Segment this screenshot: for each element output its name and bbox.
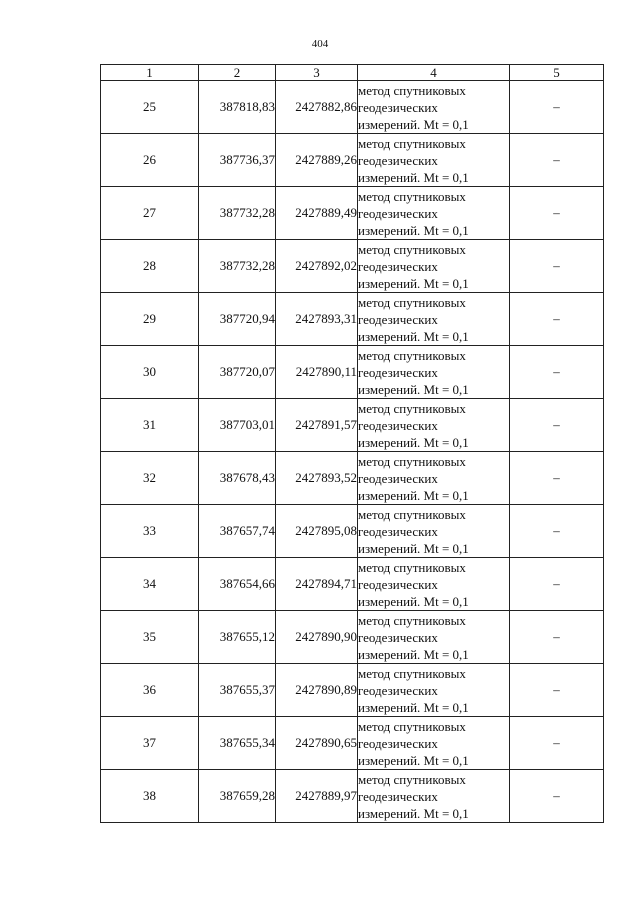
coordinate-x: 387655,37 — [199, 664, 276, 717]
note-cell: – — [510, 187, 604, 240]
coordinate-x: 387655,34 — [199, 717, 276, 770]
method-line-2: геодезических — [358, 311, 438, 327]
coordinate-x: 387655,12 — [199, 611, 276, 664]
coordinate-y: 2427882,86 — [276, 81, 358, 134]
method-line-3: измерений. Mt = 0,1 — [358, 699, 469, 715]
method-cell — [358, 558, 510, 611]
column-header-5: 5 — [510, 65, 604, 81]
note-cell: – — [510, 346, 604, 399]
table-row — [101, 505, 604, 558]
method-line-1: метод спутниковых — [358, 241, 466, 257]
point-number: 29 — [101, 293, 199, 346]
table-row — [101, 717, 604, 770]
coordinate-x: 387818,83 — [199, 81, 276, 134]
method-cell — [358, 664, 510, 717]
point-number: 31 — [101, 399, 199, 452]
method-line-2: геодезических — [358, 735, 438, 751]
method-line-2: геодезических — [358, 364, 438, 380]
method-line-2: геодезических — [358, 788, 438, 804]
note-cell: – — [510, 81, 604, 134]
coordinate-x: 387720,07 — [199, 346, 276, 399]
note-cell: – — [510, 611, 604, 664]
column-header-1: 1 — [101, 65, 199, 81]
header-row — [101, 65, 604, 81]
table-row — [101, 664, 604, 717]
method-line-1: метод спутниковых — [358, 294, 466, 310]
coordinate-x: 387654,66 — [199, 558, 276, 611]
method-line-3: измерений. Mt = 0,1 — [358, 381, 469, 397]
method-line-2: геодезических — [358, 523, 438, 539]
point-number: 26 — [101, 134, 199, 187]
point-number: 37 — [101, 717, 199, 770]
method-line-3: измерений. Mt = 0,1 — [358, 275, 469, 291]
method-line-2: геодезических — [358, 258, 438, 274]
note-cell: – — [510, 240, 604, 293]
point-number: 27 — [101, 187, 199, 240]
table-row — [101, 611, 604, 664]
method-line-2: геодезических — [358, 152, 438, 168]
point-number: 28 — [101, 240, 199, 293]
method-cell — [358, 399, 510, 452]
coordinates-table — [100, 64, 604, 823]
coordinate-y: 2427890,90 — [276, 611, 358, 664]
method-line-2: геодезических — [358, 576, 438, 592]
method-line-2: геодезических — [358, 205, 438, 221]
point-number: 33 — [101, 505, 199, 558]
coordinate-x: 387732,28 — [199, 240, 276, 293]
point-number: 38 — [101, 770, 199, 823]
coordinate-y: 2427895,08 — [276, 505, 358, 558]
method-line-3: измерений. Mt = 0,1 — [358, 222, 469, 238]
point-number: 32 — [101, 452, 199, 505]
point-number: 30 — [101, 346, 199, 399]
method-line-1: метод спутниковых — [358, 559, 466, 575]
method-line-2: геодезических — [358, 99, 438, 115]
method-line-1: метод спутниковых — [358, 82, 466, 98]
method-line-3: измерений. Mt = 0,1 — [358, 116, 469, 132]
table-row — [101, 452, 604, 505]
table-row — [101, 770, 604, 823]
table-body — [101, 81, 604, 823]
method-line-1: метод спутниковых — [358, 188, 466, 204]
note-cell: – — [510, 134, 604, 187]
method-line-3: измерений. Mt = 0,1 — [358, 646, 469, 662]
method-line-2: геодезических — [358, 682, 438, 698]
method-cell — [358, 505, 510, 558]
coordinate-y: 2427891,57 — [276, 399, 358, 452]
method-line-3: измерений. Mt = 0,1 — [358, 805, 469, 821]
table-row — [101, 293, 604, 346]
point-number: 36 — [101, 664, 199, 717]
coordinate-x: 387720,94 — [199, 293, 276, 346]
method-line-3: измерений. Mt = 0,1 — [358, 540, 469, 556]
method-cell — [358, 770, 510, 823]
coordinate-y: 2427893,31 — [276, 293, 358, 346]
column-header-3: 3 — [276, 65, 358, 81]
coordinate-x: 387703,01 — [199, 399, 276, 452]
method-line-2: геодезических — [358, 417, 438, 433]
table-row — [101, 187, 604, 240]
table-row — [101, 240, 604, 293]
coordinate-y: 2427890,65 — [276, 717, 358, 770]
note-cell: – — [510, 505, 604, 558]
method-line-2: геодезических — [358, 470, 438, 486]
method-cell — [358, 187, 510, 240]
coordinate-y: 2427892,02 — [276, 240, 358, 293]
method-line-1: метод спутниковых — [358, 347, 466, 363]
method-line-1: метод спутниковых — [358, 453, 466, 469]
note-cell: – — [510, 717, 604, 770]
table-header — [101, 65, 604, 81]
method-cell — [358, 346, 510, 399]
method-line-3: измерений. Mt = 0,1 — [358, 328, 469, 344]
point-number: 35 — [101, 611, 199, 664]
table-row — [101, 134, 604, 187]
method-line-1: метод спутниковых — [358, 665, 466, 681]
method-line-1: метод спутниковых — [358, 400, 466, 416]
method-line-3: измерений. Mt = 0,1 — [358, 593, 469, 609]
note-cell: – — [510, 558, 604, 611]
coordinate-y: 2427889,26 — [276, 134, 358, 187]
coordinate-x: 387736,37 — [199, 134, 276, 187]
coordinate-y: 2427893,52 — [276, 452, 358, 505]
method-cell — [358, 134, 510, 187]
table-row — [101, 81, 604, 134]
point-number: 25 — [101, 81, 199, 134]
method-line-3: измерений. Mt = 0,1 — [358, 434, 469, 450]
coordinate-x: 387732,28 — [199, 187, 276, 240]
table-row — [101, 346, 604, 399]
method-line-2: геодезических — [358, 629, 438, 645]
method-cell — [358, 293, 510, 346]
note-cell: – — [510, 664, 604, 717]
method-line-3: измерений. Mt = 0,1 — [358, 752, 469, 768]
method-cell — [358, 240, 510, 293]
point-number: 34 — [101, 558, 199, 611]
method-cell — [358, 81, 510, 134]
method-line-1: метод спутниковых — [358, 612, 466, 628]
method-cell — [358, 611, 510, 664]
table-row — [101, 399, 604, 452]
coordinate-x: 387659,28 — [199, 770, 276, 823]
table-row — [101, 558, 604, 611]
note-cell: – — [510, 399, 604, 452]
coordinate-x: 387678,43 — [199, 452, 276, 505]
note-cell: – — [510, 770, 604, 823]
note-cell: – — [510, 293, 604, 346]
method-line-3: измерений. Mt = 0,1 — [358, 169, 469, 185]
coordinate-y: 2427889,97 — [276, 770, 358, 823]
note-cell: – — [510, 452, 604, 505]
page-number: 404 — [311, 38, 329, 50]
coordinate-y: 2427890,11 — [276, 346, 358, 399]
method-line-1: метод спутниковых — [358, 135, 466, 151]
method-cell — [358, 452, 510, 505]
method-line-3: измерений. Mt = 0,1 — [358, 487, 469, 503]
column-header-4: 4 — [358, 65, 510, 81]
coordinate-y: 2427894,71 — [276, 558, 358, 611]
column-header-2: 2 — [199, 65, 276, 81]
method-line-1: метод спутниковых — [358, 718, 466, 734]
method-cell — [358, 717, 510, 770]
coordinate-y: 2427890,89 — [276, 664, 358, 717]
coordinate-x: 387657,74 — [199, 505, 276, 558]
method-line-1: метод спутниковых — [358, 506, 466, 522]
coordinate-y: 2427889,49 — [276, 187, 358, 240]
method-line-1: метод спутниковых — [358, 771, 466, 787]
